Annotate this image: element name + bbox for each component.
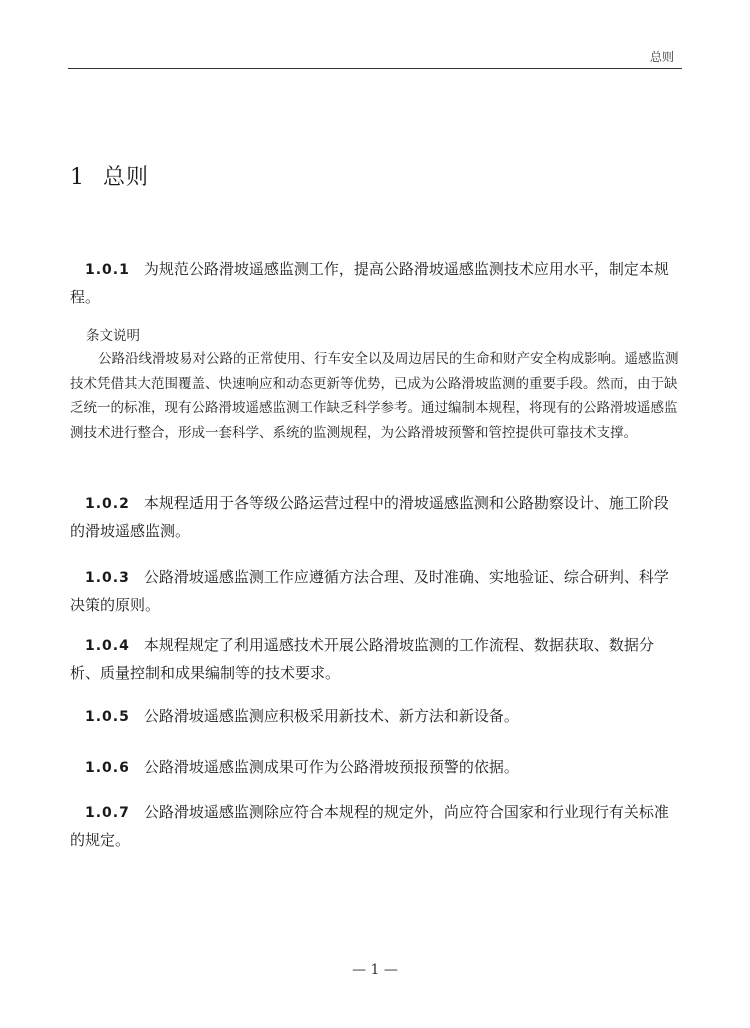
clause-1-0-3 [70,564,670,619]
clause-number: 1.0.2 [85,496,130,512]
clause-1-0-5 [70,703,670,731]
chapter-heading [70,160,149,191]
clause-1-0-6 [70,754,670,782]
clause-1-0-2 [70,490,670,545]
clause-text: 公路滑坡遥感监测应积极采用新技术、新方法和新设备。 [143,707,519,725]
chapter-title: 总则 [103,165,150,190]
clause-1-0-1 [70,256,670,311]
clause-text: 公路滑坡遥感监测成果可作为公路滑坡预报预警的依据。 [143,758,519,776]
commentary-title: 条文说明 [86,328,140,344]
running-title: 总则 [649,50,674,64]
running-header [68,46,682,69]
clause-number: 1.0.5 [85,709,130,725]
chapter-number: 1 [70,165,85,190]
clause-number: 1.0.6 [85,760,130,776]
clause-text: 为规范公路滑坡遥感监测工作，提高公路滑坡遥感监测技术应用水平，制定本规程。 [70,260,669,306]
page-number: — 1 — [352,962,398,978]
commentary-body [70,347,684,445]
clause-text: 公路滑坡遥感监测工作应遵循方法合理、及时准确、实地验证、综合研判、科学决策的原则。 [70,568,669,614]
clause-number: 1.0.1 [85,262,130,278]
clause-number: 1.0.7 [85,805,130,821]
clause-1-0-7 [70,799,670,854]
clause-text: 本规程规定了利用遥感技术开展公路滑坡监测的工作流程、数据获取、数据分析、质量控制和成果编制等的技术要求。 [70,636,654,682]
clause-text: 公路滑坡遥感监测除应符合本规程的规定外，尚应符合国家和行业现行有关标准的规定。 [70,803,669,849]
clause-number: 1.0.3 [85,570,130,586]
clause-number: 1.0.4 [85,638,130,654]
clause-1-0-4 [70,632,670,687]
clause-text: 本规程适用于各等级公路运营过程中的滑坡遥感监测和公路勘察设计、施工阶段的滑坡遥感监测。 [70,494,669,540]
commentary-text: 公路沿线滑坡易对公路的正常使用、行车安全以及周边居民的生命和财产安全构成影响。遥感监测技术凭借其大范围覆盖、快速响应和动态更新等优势，已成为公路滑坡监测的重要手段。然而，由于缺乏统一的标准，现有公路滑坡遥感监测工作缺乏科学参考。通过编制本规程，将现有的公路滑坡遥感监测技术进行整合，形成一套科学、系统的监测规程，为公路滑坡预警和管控提供可靠技术支撑。 [70,351,679,441]
